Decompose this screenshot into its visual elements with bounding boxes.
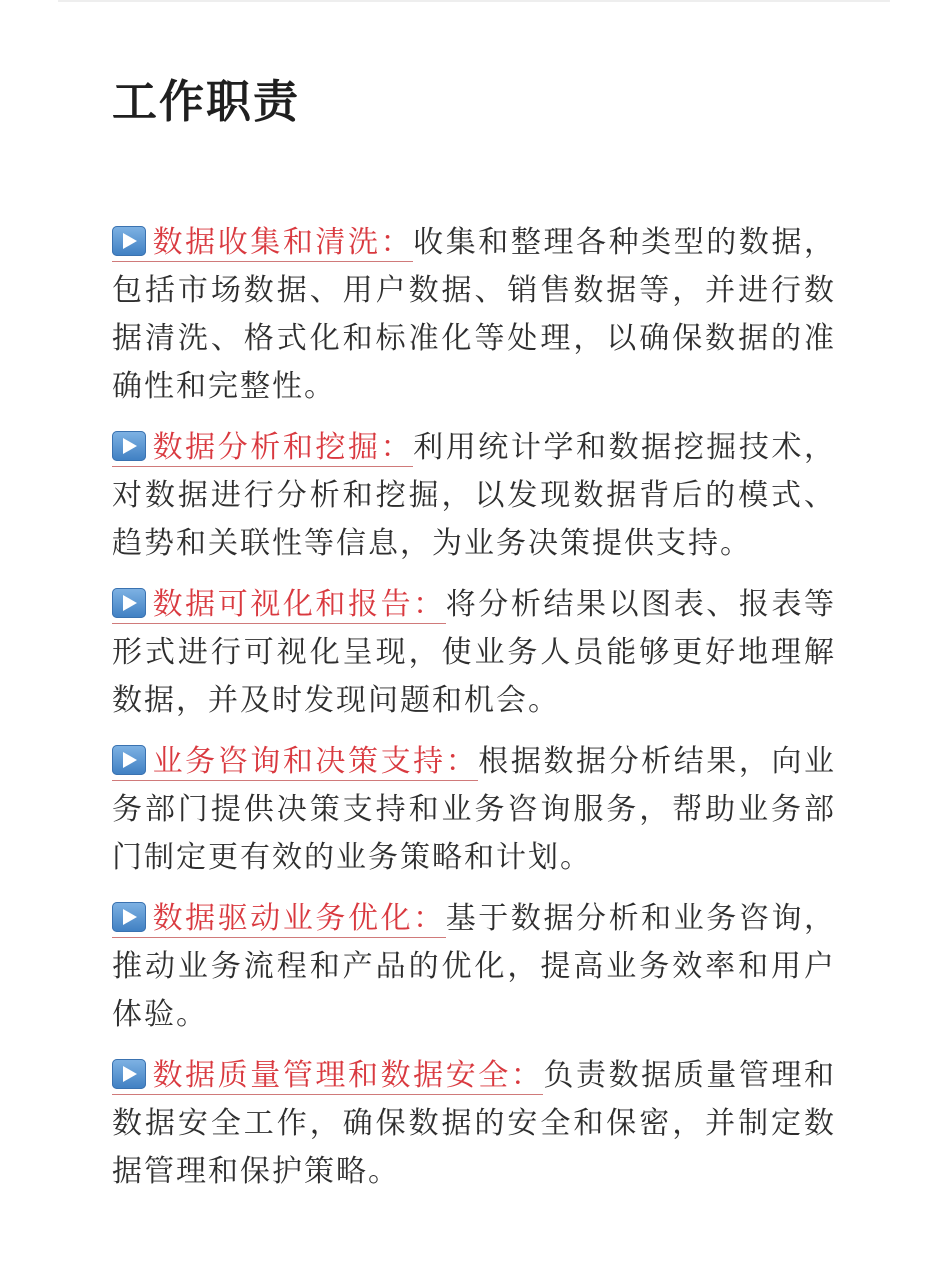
duties-list (112, 219, 836, 1209)
play-button-icon (112, 588, 146, 618)
duty-heading (112, 744, 478, 781)
play-button-icon (112, 226, 146, 256)
play-button-icon (112, 745, 146, 775)
duty-term: 数据收集和清洗 (152, 225, 381, 260)
duty-description: 收集和整理各种类型的数据，包括市场数据、用户数据、销售数据等，并进行数据清洗、格式化和标准化等处理，以确保数据的准确性和完整性。 (112, 225, 837, 404)
duty-item (112, 581, 836, 725)
duty-heading (112, 430, 413, 467)
duty-heading (112, 1058, 543, 1095)
duty-term: 数据驱动业务优化 (152, 901, 414, 936)
duty-colon: ： (413, 901, 446, 936)
duty-item (112, 895, 836, 1039)
duty-heading (112, 587, 446, 624)
duty-description: 利用统计学和数据挖掘技术，对数据进行分析和挖掘，以发现数据背后的模式、趋势和关联性等信息，为业务决策提供支持。 (112, 430, 837, 561)
duty-colon: ： (380, 430, 414, 465)
duty-heading (112, 901, 446, 938)
duty-colon: ： (413, 587, 446, 622)
duty-description: 基于数据分析和业务咨询，推动业务流程和产品的优化，提高业务效率和用户体验。 (112, 901, 837, 1032)
duty-term: 数据可视化和报告 (152, 587, 414, 622)
duty-term: 业务咨询和决策支持 (152, 744, 446, 779)
duty-item (112, 424, 836, 568)
duty-item (112, 738, 836, 882)
duty-term: 数据质量管理和数据安全 (152, 1058, 511, 1093)
play-button-icon (112, 902, 146, 932)
play-button-icon (112, 431, 146, 461)
top-divider (58, 0, 890, 2)
duty-description: 根据数据分析结果，向业务部门提供决策支持和业务咨询服务，帮助业务部门制定更有效的业务策略和计划。 (112, 744, 837, 875)
duty-description: 负责数据质量管理和数据安全工作，确保数据的安全和保密，并制定数据管理和保护策略。 (112, 1058, 837, 1189)
duty-term: 数据分析和挖掘 (152, 430, 381, 465)
duty-colon: ： (380, 225, 414, 260)
duty-colon: ： (445, 744, 479, 779)
duty-item (112, 219, 836, 411)
play-button-icon (112, 1059, 146, 1089)
duty-heading (112, 225, 413, 262)
page-title: 工作职责 (112, 75, 301, 128)
duty-colon: ： (510, 1058, 544, 1093)
duty-item (112, 1052, 836, 1196)
duty-description: 将分析结果以图表、报表等形式进行可视化呈现，使业务人员能够更好地理解数据，并及时发现问题和机会。 (112, 587, 837, 718)
